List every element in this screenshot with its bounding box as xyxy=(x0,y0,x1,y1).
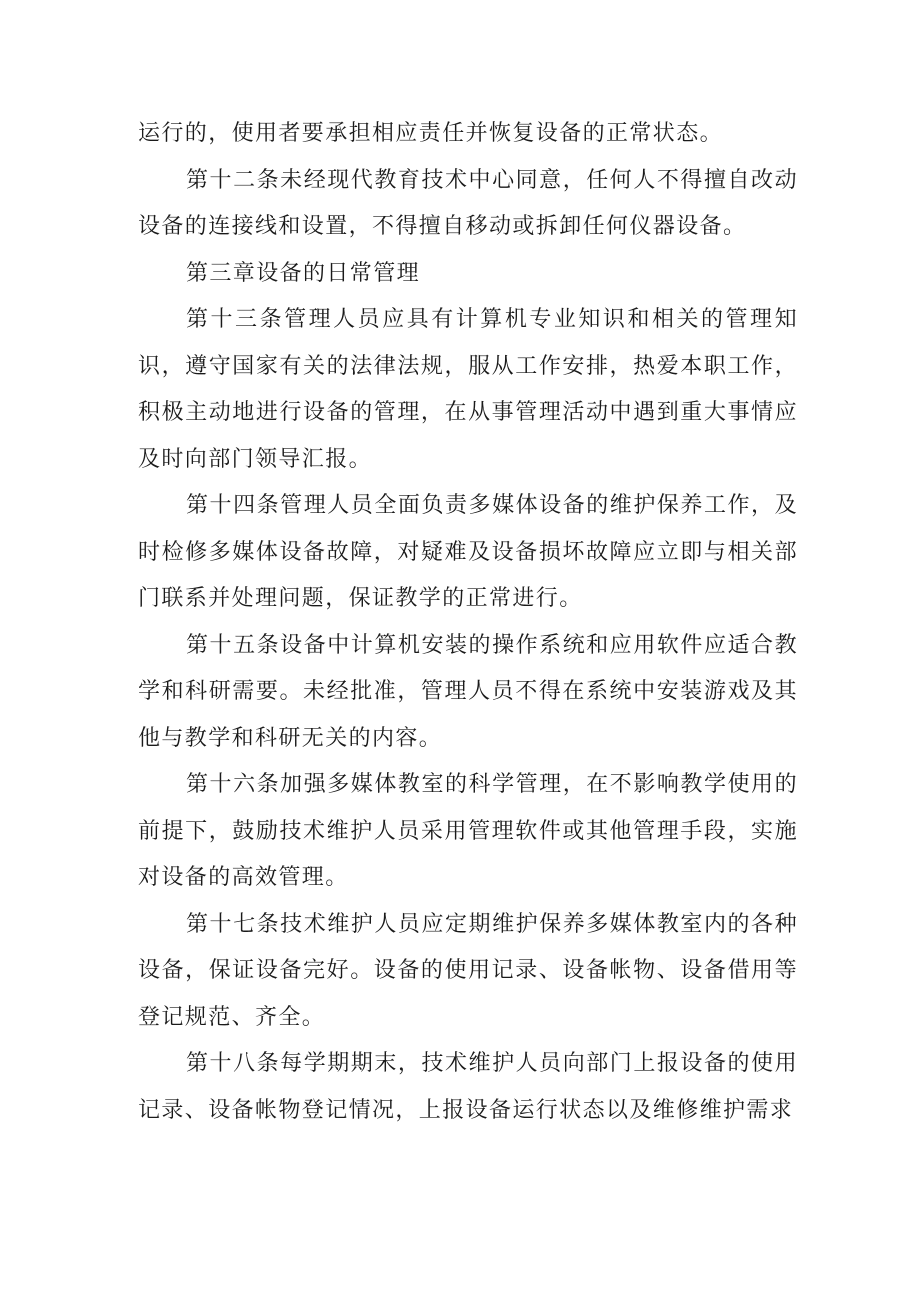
paragraph-continuation: 运行的，使用者要承担相应责任并恢复设备的正常状态。 xyxy=(138,121,724,146)
article-15-paragraph: 第十五条设备中计算机安装的操作系统和应用软件应适合教学和科研需要。未经批准，管理人员不得在系统中安装游戏及其他与教学和科研无关的内容。 xyxy=(138,632,798,751)
article-17-paragraph: 第十七条技术维护人员应定期维护保养多媒体教室内的各种设备，保证设备完好。设备的使用记录、设备帐物、设备借用等登记规范、齐全。 xyxy=(138,911,798,1030)
document-page xyxy=(138,111,798,1134)
chapter-3-heading: 第三章设备的日常管理 xyxy=(186,260,421,286)
article-13-paragraph: 第十三条管理人员应具有计算机专业知识和相关的管理知识，遵守国家有关的法律法规，服从工作安排，热爱本职工作，积极主动地进行设备的管理，在从事管理活动中遇到重大事情应及时向部门领导汇报。 xyxy=(138,307,798,472)
article-18-paragraph: 第十八条每学期期末，技术维护人员向部门上报设备的使用记录、设备帐物登记情况，上报设备运行状态以及维修维护需求 xyxy=(138,1051,798,1123)
article-16-paragraph: 第十六条加强多媒体教室的科学管理，在不影响教学使用的前提下，鼓励技术维护人员采用管理软件或其他管理手段，实施对设备的高效管理。 xyxy=(138,772,798,890)
article-14-paragraph: 第十四条管理人员全面负责多媒体设备的维护保养工作，及时检修多媒体设备故障，对疑难及设备损坏故障应立即与相关部门联系并处理问题，保证教学的正常进行。 xyxy=(138,493,798,611)
article-12-paragraph: 第十二条未经现代教育技术中心同意，任何人不得擅自改动设备的连接线和设置，不得擅自移动或拆卸任何仪器设备。 xyxy=(138,167,798,239)
